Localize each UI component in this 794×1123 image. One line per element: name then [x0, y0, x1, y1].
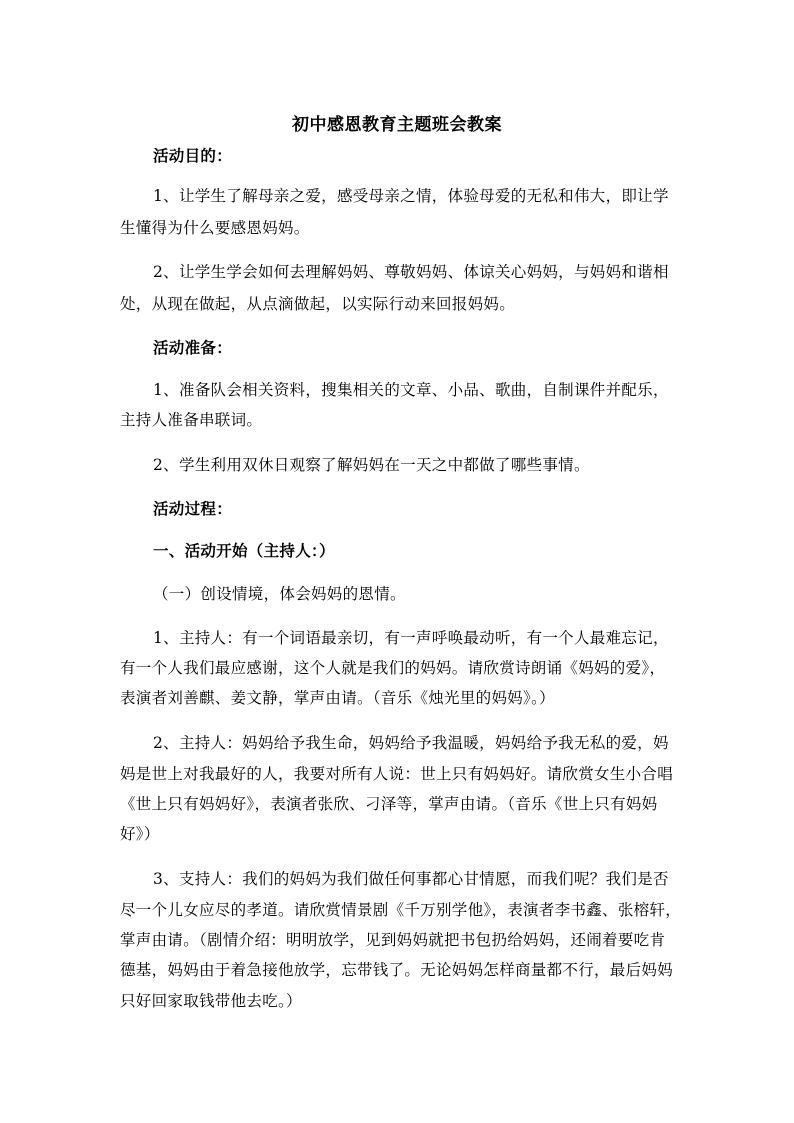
heading-process: 活动过程：	[153, 499, 233, 518]
section-heading: 一、活动开始（主持人：）	[153, 541, 335, 560]
paragraph-line: 表演者刘善麒、姜文静，掌声由请。（音乐《烛光里的妈妈》。）	[120, 689, 555, 707]
paragraph-line: 掌声由请。（剧情介绍：明明放学，见到妈妈就把书包扔给妈妈，还闹着要吃肯	[120, 931, 666, 949]
paragraph-line: 2、主持人：妈妈给予我生命，妈妈给予我温暖，妈妈给予我无私的爱，妈	[153, 734, 669, 752]
paragraph-line: 1、让学生了解母亲之爱，感受母亲之情，体验母爱的无私和伟大，即让学	[153, 187, 669, 205]
paragraph-line: 主持人准备串联词。	[120, 411, 263, 429]
heading-purpose: 活动目的：	[153, 146, 233, 165]
heading-prep: 活动准备：	[153, 338, 233, 357]
paragraph-line: 妈是世上对我最好的人，我要对所有人说：世上只有妈妈好。请欣赏女生小合唱	[120, 765, 674, 783]
paragraph-line: 只好回家取钱带他去吃。）	[120, 992, 302, 1010]
paragraph-line: 好》）	[120, 825, 160, 843]
paragraph-line: 有一个人我们最应感谢，这个人就是我们的妈妈。请欣赏诗朗诵《妈妈的爱》，	[120, 659, 666, 677]
paragraph-line: 2、让学生学会如何去理解妈妈、尊敬妈妈、体谅关心妈妈，与妈妈和谐相	[153, 263, 669, 281]
paragraph-line: 《世上只有妈妈好》，表演者张欣、刁泽等，掌声由请。（音乐《世上只有妈妈	[120, 795, 658, 813]
paragraph-line: 1、主持人：有一个词语最亲切，有一声呼唤最动听，有一个人最难忘记，	[153, 629, 669, 647]
subsection-heading: （一）创设情境，体会妈妈的恩情。	[153, 585, 406, 603]
paragraph-line: 尽一个儿女应尽的孝道。请欣赏情景剧《千万别学他》，表演者李书鑫、张榕轩，	[120, 901, 682, 919]
page-title: 初中感恩教育主题班会教案	[292, 115, 502, 135]
paragraph-line: 3、支持人：我们的妈妈为我们做任何事都心甘情愿，而我们呢？我们是否	[153, 870, 669, 888]
paragraph-line: 德基，妈妈由于着急接他放学，忘带钱了。无论妈妈怎样商量都不行，最后妈妈	[120, 961, 674, 979]
paragraph-line: 处，从现在做起，从点滴做起，以实际行动来回报妈妈。	[120, 295, 516, 313]
paragraph-line: 1、准备队会相关资料，搜集相关的文章、小品、歌曲，自制课件并配乐，	[153, 381, 669, 399]
paragraph-line: 2、学生利用双休日观察了解妈妈在一天之中都做了哪些事情。	[153, 456, 590, 474]
paragraph-line: 生懂得为什么要感恩妈妈。	[120, 219, 310, 237]
